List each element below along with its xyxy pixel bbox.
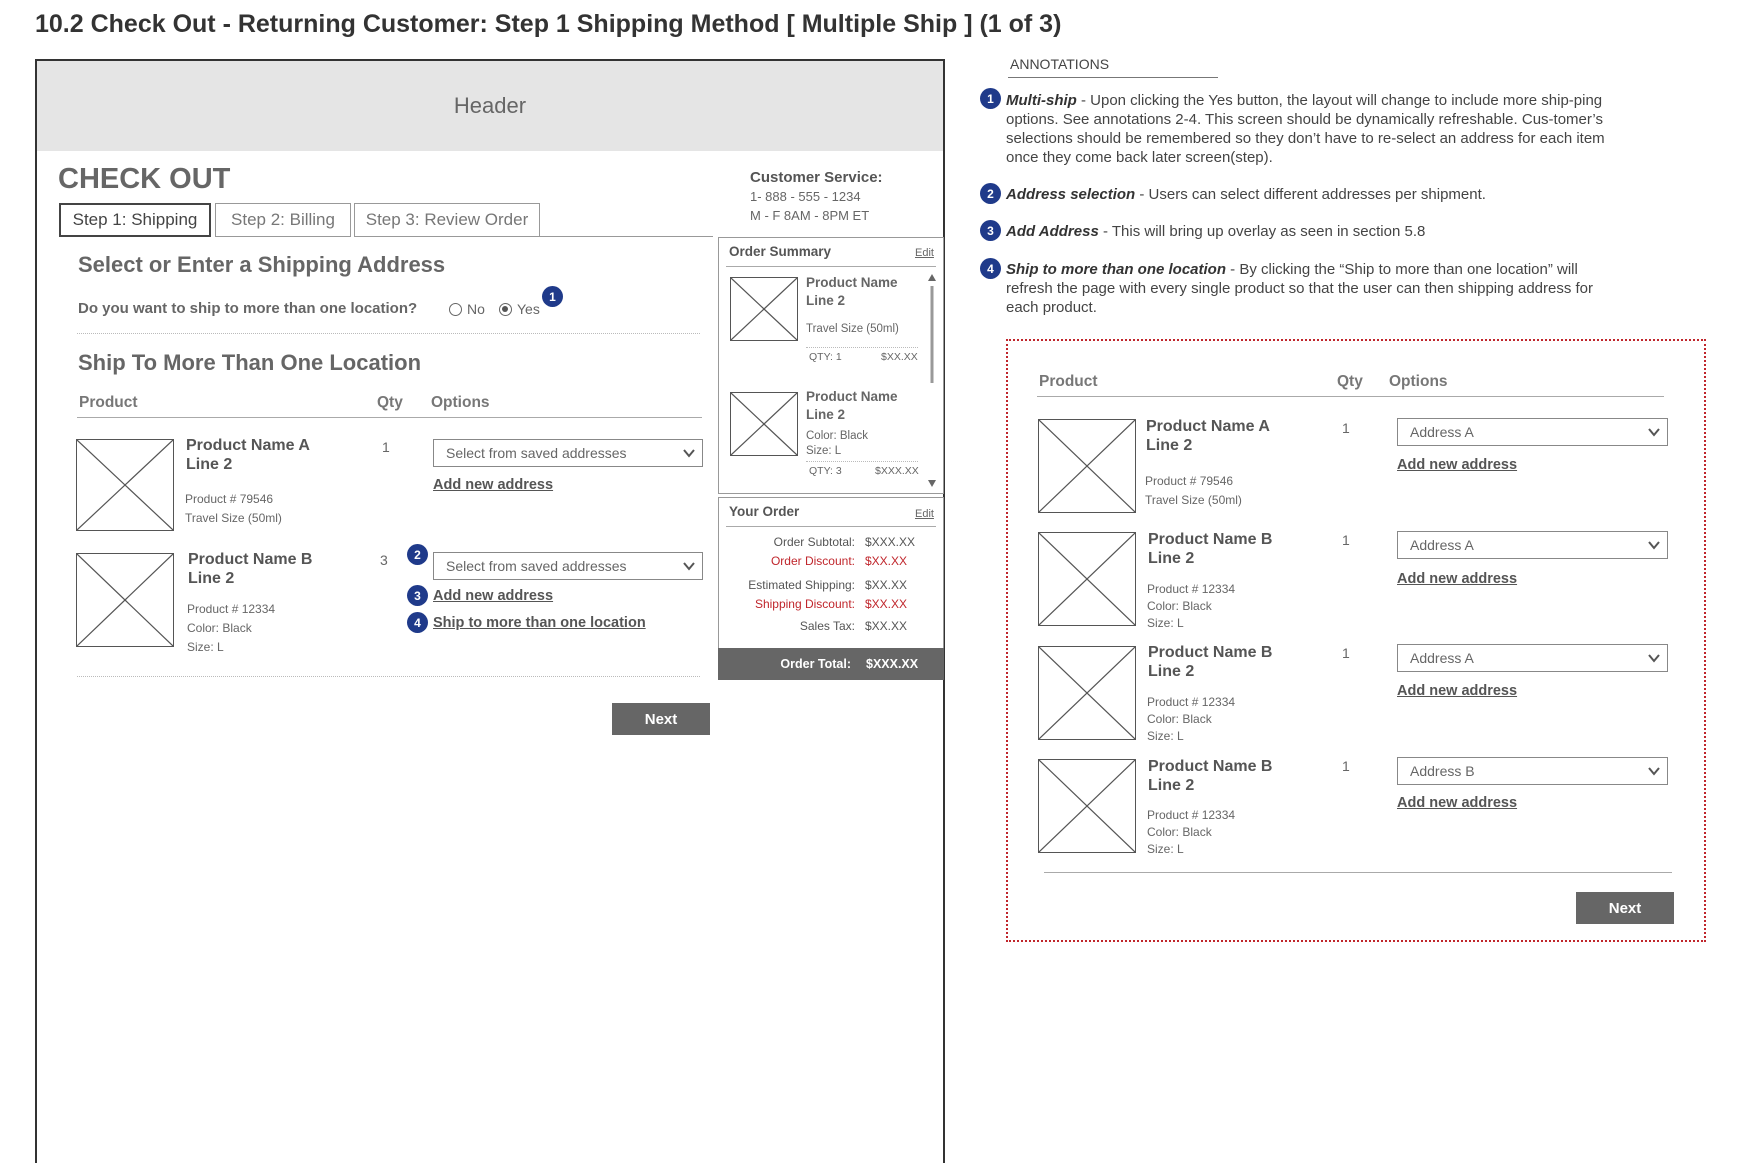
your-order-header-line — [726, 526, 936, 527]
product-detail: Color: Black — [1147, 825, 1212, 839]
annotation-text — [1006, 222, 1626, 241]
summary-item-name — [806, 274, 898, 310]
chevron-down-icon — [1647, 766, 1661, 776]
products-divider — [77, 676, 700, 677]
add-new-address-link[interactable]: Add new address — [433, 588, 554, 604]
product-name-line1: Product Name A — [186, 437, 310, 454]
annotation-body: - Users can select different addresses per shipment. — [1135, 186, 1486, 203]
summary-scrollbar[interactable] — [927, 272, 937, 490]
product-detail: Color: Black — [1147, 712, 1212, 726]
expanded-bottom-line — [1044, 872, 1672, 873]
product-detail: Size: L — [1147, 842, 1184, 856]
radio-yes[interactable] — [499, 301, 540, 317]
product-qty: 3 — [380, 552, 388, 568]
radio-no-label: No — [467, 301, 485, 317]
summary-item-name — [806, 388, 898, 424]
address-select-value: Address A — [1410, 537, 1474, 553]
product-meta — [1147, 694, 1235, 745]
column-product: Product — [1039, 373, 1098, 390]
product-sku: Product # 12334 — [187, 602, 276, 616]
column-header-line — [1037, 396, 1664, 397]
summary-item-price: $XXX.XX — [875, 465, 919, 477]
annotation-body: - Upon clicking the Yes button, the layout will change to include more ship-ping options. See annotations 2-4. This screen should be dynamically refreshable. Cus-tomer’s selections should be remembered so they don’t have to re-select an address for each item once they come back later screen(step). — [1006, 92, 1605, 166]
summary-item-qty: QTY: 1 — [809, 351, 842, 363]
add-new-address-link[interactable]: Add new address — [1397, 795, 1518, 811]
tab-shipping[interactable]: Step 1: Shipping — [59, 203, 211, 237]
multi-location-question: Do you want to ship to more than one location? — [78, 300, 418, 317]
product-image-placeholder — [1038, 759, 1136, 853]
product-image-placeholder — [1038, 419, 1136, 513]
add-new-address-link[interactable]: Add new address — [1397, 683, 1518, 699]
add-new-address-link[interactable]: Add new address — [1397, 571, 1518, 587]
product-image-placeholder — [1038, 532, 1136, 626]
order-subtotal-label: Order Subtotal: — [773, 535, 855, 549]
product-qty: 1 — [382, 439, 390, 455]
product-detail: Size: L — [1147, 616, 1184, 630]
estimated-shipping-value: $XX.XX — [865, 578, 908, 592]
add-new-address-link[interactable]: Add new address — [1397, 457, 1518, 473]
column-product: Product — [79, 394, 138, 411]
product-name-line1: Product Name B — [1148, 644, 1273, 661]
address-select[interactable] — [1397, 757, 1668, 785]
annotation-badge-1: 1 — [980, 88, 1001, 109]
customer-service-hours: M - F 8AM - 8PM ET — [750, 208, 870, 223]
annotation-badge-4: 4 — [980, 258, 1001, 279]
product-image-placeholder — [1038, 646, 1136, 740]
annotation-badge-3: 3 — [980, 220, 1001, 241]
saved-address-select[interactable] — [433, 439, 703, 467]
product-name — [1148, 530, 1272, 568]
sales-tax-label: Sales Tax: — [799, 619, 855, 633]
product-name-line1: Product Name A — [1146, 418, 1270, 435]
product-detail: Size: L — [1147, 729, 1184, 743]
radio-no[interactable] — [449, 301, 485, 317]
section-title: Select or Enter a Shipping Address — [78, 252, 446, 277]
chevron-down-icon — [682, 561, 696, 571]
summary-item-detail-line1: Color: Black — [806, 430, 868, 442]
product-meta — [1147, 581, 1235, 632]
tab-baseline — [540, 236, 713, 237]
address-select[interactable] — [1397, 418, 1668, 446]
order-summary-edit-link[interactable]: Edit — [915, 247, 934, 259]
address-select-value: Address B — [1410, 763, 1475, 779]
annotations-heading: ANNOTATIONS — [1010, 56, 1110, 72]
product-meta — [187, 600, 275, 657]
chevron-down-icon — [1647, 540, 1661, 550]
next-button[interactable]: Next — [1576, 892, 1674, 924]
annotation-badge-3: 3 — [407, 585, 428, 606]
product-name — [188, 550, 312, 588]
column-qty: Qty — [377, 394, 403, 411]
column-header-line — [77, 417, 702, 418]
product-detail: Color: Black — [1147, 599, 1212, 613]
estimated-shipping-label: Estimated Shipping: — [748, 578, 855, 592]
product-name — [1148, 643, 1272, 681]
product-name-line2: Line 2 — [1148, 663, 1195, 680]
section-divider — [77, 333, 700, 334]
annotation-text — [1006, 91, 1626, 167]
product-name-line1: Product Name B — [1148, 531, 1273, 548]
product-qty: 1 — [1342, 532, 1350, 548]
column-qty: Qty — [1337, 373, 1363, 390]
address-select-value: Address A — [1410, 650, 1474, 666]
order-discount-value: $XX.XX — [865, 554, 908, 568]
annotation-badge-2: 2 — [407, 544, 428, 565]
product-sku: Product # 12334 — [1147, 582, 1236, 596]
address-select[interactable] — [1397, 644, 1668, 672]
customer-service-title: Customer Service: — [750, 169, 883, 186]
order-subtotal-value: $XXX.XX — [865, 535, 916, 549]
product-meta — [1147, 807, 1235, 858]
summary-item-image-placeholder — [730, 392, 798, 456]
order-total-value: $XXX.XX — [866, 657, 919, 671]
order-summary-header-line — [726, 266, 936, 267]
summary-item-qty: QTY: 3 — [809, 465, 842, 477]
annotation-text — [1006, 185, 1626, 204]
order-discount-label: Order Discount: — [770, 554, 855, 568]
product-sku: Product # 12334 — [1147, 808, 1236, 822]
summary-item-detail-line2: Size: L — [806, 445, 842, 457]
chevron-down-icon — [1647, 653, 1661, 663]
product-qty: 1 — [1342, 758, 1350, 774]
annotation-body: - This will bring up overlay as seen in section 5.8 — [1098, 223, 1426, 240]
summary-item-detail — [806, 429, 868, 459]
summary-item-divider — [806, 461, 918, 462]
product-meta — [185, 490, 282, 528]
summary-item-name-line1: Product Name — [806, 275, 898, 290]
header-label: Header — [453, 93, 527, 118]
multi-ship-title: Ship To More Than One Location — [78, 350, 422, 375]
customer-service — [750, 168, 883, 225]
saved-address-select-value: Select from saved addresses — [446, 558, 627, 574]
shipping-discount-value: $XX.XX — [865, 597, 908, 611]
customer-service-phone: 1- 888 - 555 - 1234 — [750, 189, 861, 204]
chevron-down-icon — [682, 448, 696, 458]
shipping-discount-label: Shipping Discount: — [754, 597, 855, 611]
annotation-text — [1006, 260, 1626, 317]
product-name-line2: Line 2 — [1148, 550, 1195, 567]
product-image-placeholder — [76, 553, 174, 647]
your-order-title: Your Order — [729, 504, 800, 519]
tab-billing[interactable]: Step 2: Billing — [215, 203, 351, 237]
order-total-label: Order Total: — [780, 657, 851, 671]
summary-item-name-line1: Product Name — [806, 389, 898, 404]
address-select-value: Address A — [1410, 424, 1474, 440]
product-qty: 1 — [1342, 645, 1350, 661]
product-name-line1: Product Name B — [188, 551, 313, 568]
summary-item-name-line2: Line 2 — [806, 293, 846, 308]
your-order-edit-link[interactable]: Edit — [915, 508, 934, 520]
product-image-placeholder — [76, 439, 174, 531]
product-name-line2: Line 2 — [1146, 437, 1193, 454]
summary-item-detail: Travel Size (50ml) — [806, 323, 899, 335]
annotations-heading-underline — [1008, 77, 1218, 78]
product-name-line1: Product Name B — [1148, 758, 1273, 775]
product-name-line2: Line 2 — [186, 456, 233, 473]
radio-yes-circle[interactable] — [499, 303, 512, 316]
product-sku: Product # 79546 — [1145, 474, 1234, 488]
saved-address-select[interactable] — [433, 552, 703, 580]
product-sku: Product # 12334 — [1147, 695, 1236, 709]
summary-item-divider — [806, 347, 918, 348]
product-name-line2: Line 2 — [1148, 777, 1195, 794]
ship-to-multiple-locations-link[interactable]: Ship to more than one location — [433, 615, 646, 631]
column-options: Options — [431, 394, 490, 411]
annotation-badge-1: 1 — [542, 286, 563, 307]
annotation-badge-2: 2 — [980, 183, 1001, 204]
product-detail: Color: Black — [187, 621, 252, 635]
summary-item-price: $XX.XX — [881, 351, 918, 363]
address-select[interactable] — [1397, 531, 1668, 559]
chevron-down-icon — [1647, 427, 1661, 437]
product-sku: Product # 79546 — [185, 492, 274, 506]
product-name — [1146, 417, 1270, 455]
page-title: 10.2 Check Out - Returning Customer: Step 1 Shipping Method [ Multiple Ship ] (1 of 3) — [35, 10, 1062, 38]
product-name — [186, 436, 310, 474]
add-new-address-link[interactable]: Add new address — [433, 477, 554, 493]
annotation-title: Multi-ship — [1006, 92, 1077, 109]
sales-tax-value: $XX.XX — [865, 619, 908, 633]
annotation-title: Address selection — [1006, 186, 1136, 203]
product-qty: 1 — [1342, 420, 1350, 436]
saved-address-select-value: Select from saved addresses — [446, 445, 627, 461]
summary-item-image-placeholder — [730, 277, 798, 341]
annotation-title: Ship to more than one location — [1006, 261, 1227, 278]
product-name-line2: Line 2 — [188, 570, 235, 587]
product-detail: Travel Size (50ml) — [1145, 493, 1242, 507]
order-total-bar — [718, 648, 944, 680]
radio-yes-label: Yes — [517, 301, 540, 317]
summary-item-name-line2: Line 2 — [806, 407, 846, 422]
column-options: Options — [1389, 373, 1448, 390]
next-button[interactable]: Next — [612, 703, 710, 735]
product-meta — [1145, 472, 1242, 510]
annotation-title: Add Address — [1006, 223, 1099, 240]
product-name — [1148, 757, 1272, 795]
annotation-badge-4: 4 — [407, 612, 428, 633]
header-bar — [37, 61, 943, 151]
checkout-title: CHECK OUT — [58, 163, 231, 195]
tab-review-order[interactable]: Step 3: Review Order — [354, 203, 540, 237]
annotation-body: - By clicking the “Ship to more than one location” will refresh the page with every single product so that the user can then shipping address for each product. — [1006, 261, 1594, 316]
order-summary-title: Order Summary — [729, 244, 832, 259]
product-detail: Travel Size (50ml) — [185, 511, 282, 525]
radio-no-circle[interactable] — [449, 303, 462, 316]
product-detail: Size: L — [187, 640, 224, 654]
